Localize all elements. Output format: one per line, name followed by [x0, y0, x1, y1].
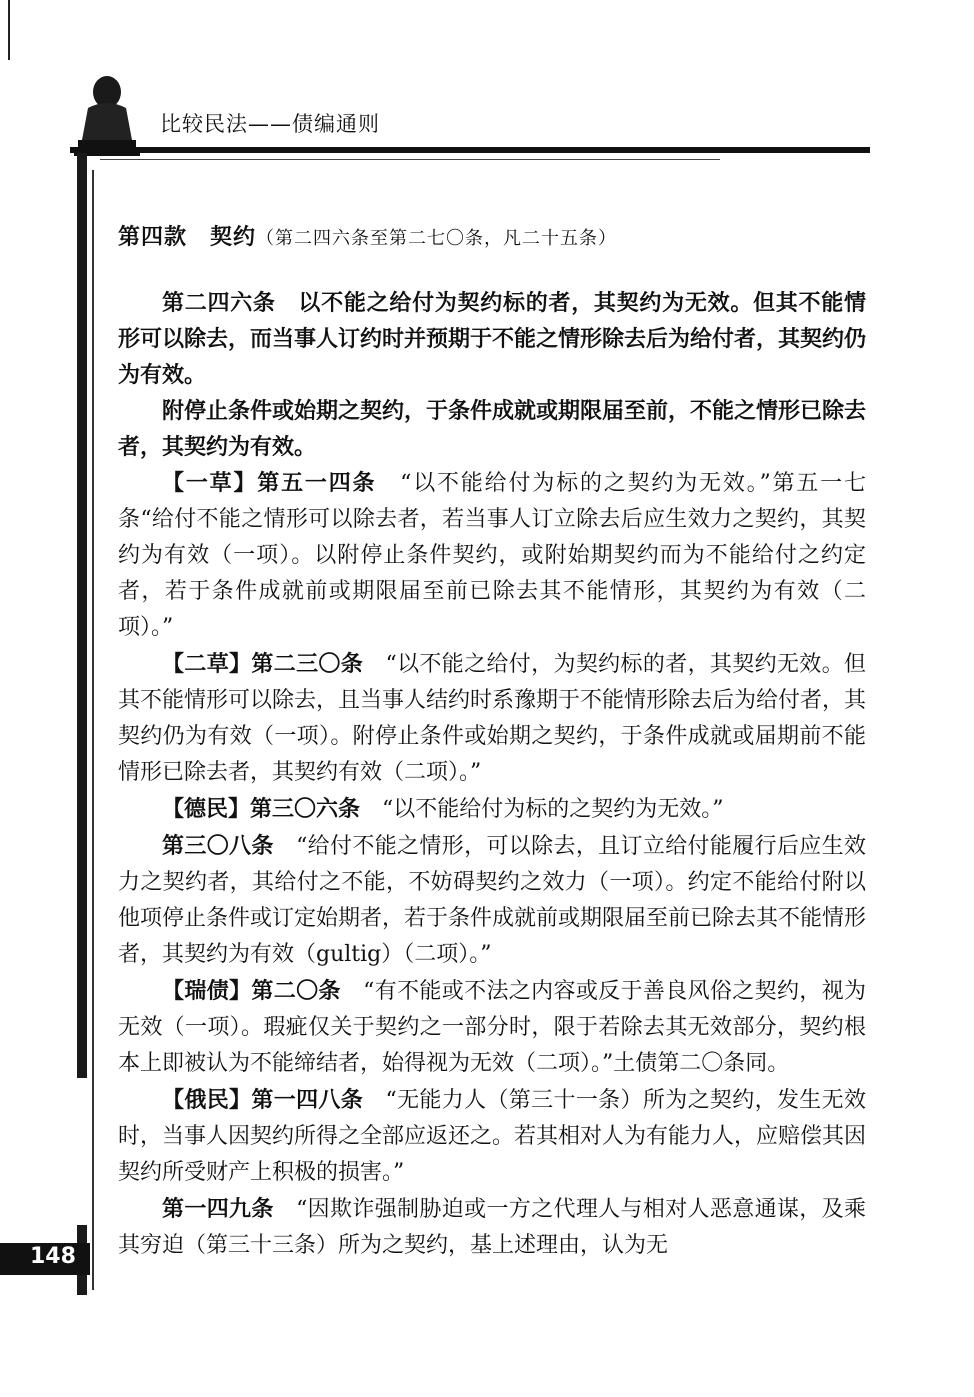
scan-edge-line — [8, 0, 10, 60]
reference-paragraph: 【瑞债】第二〇条 “有不能或不法之内容或反于善良风俗之契约，视为无效（一项）。瑕疵仅关于契约之一部分时，限于若除去其无效部分，契约根本上即被认为不能缔结者，始得视为无效（二项）。”土债第二〇条同。 — [118, 978, 866, 1076]
reference-paragraph: 【德民】第三〇六条 “以不能给付为标的之契约为无效。” — [162, 796, 724, 822]
reference-label: 【德民】第三〇六条 — [162, 796, 361, 822]
reference-paragraph: 【俄民】第一四八条 “无能力人（第三十一条）所为之契约，发生无效时，当事人因契约所得之全部应返还之。若其相对人为有能力人，应赔偿其因契约所受财产上积极的损害。” — [118, 1087, 867, 1185]
reference-paragraph: 第三〇八条 “给付不能之情形，可以除去，且订立给付能履行后应生效力之契约者，其给付之不能，不妨碍契约之效力（一项）。约定不能给付附以他项停止条件或订定始期者，若于条件成就前或期限届至前已除去其不能情形者，其契约为有效（gultig）（二项）。” — [118, 833, 867, 967]
margin-bar-thin — [92, 170, 94, 1290]
page-number: 148 — [30, 1244, 76, 1269]
article-paragraph: 附停止条件或始期之契约，于条件成就或期限届至前，不能之情形已除去者，其契约为有效。 — [118, 398, 867, 460]
reference-label: 【瑞债】第二〇条 — [162, 978, 341, 1004]
reference-label: 【一草】第五一四条 — [162, 470, 377, 496]
reference-paragraph: 【一草】第五一四条 “以不能给付为标的之契约为无效。”第五一七条“给付不能之情形可以除去者，若当事人订立除去后应生效力之契约，其契约为有效（一项）。以附停止条件契约，或附始期契约而为不能给付之约定者，若于条件成就前或期限届至前已除去其不能情形，其契约为有效（二项）。” — [118, 470, 866, 640]
reference-label: 第一四九条 — [162, 1196, 274, 1222]
section-title: 第四款 契约 — [118, 224, 257, 250]
article-paragraph: 第二四六条 以不能之给付为契约标的者，其契约为无效。但其不能情形可以除去，而当事人订约时并预期于不能之情形除去后为给付者，其契约仍为有效。 — [118, 290, 867, 388]
section-range: （第二四六条至第二七〇条，凡二十五条） — [256, 228, 618, 249]
reference-paragraph: 第一四九条 “因欺诈强制胁迫或一方之代理人与相对人恶意通谋，及乘其穷迫（第三十三条）所为之契约，基上述理由，认为无 — [118, 1196, 866, 1258]
article-label: 第二四六条 — [162, 290, 276, 316]
header-rule — [70, 147, 870, 153]
reference-label: 【二草】第二三〇条 — [162, 651, 364, 677]
running-head: 比较民法——债编通则 — [160, 112, 380, 136]
reference-label: 第三〇八条 — [162, 833, 274, 859]
section-heading — [118, 220, 866, 251]
header-rule-thin — [100, 159, 720, 160]
reference-paragraph: 【二草】第二三〇条 “以不能之给付，为契约标的者，其契约无效。但其不能情形可以除去，且当事人结约时系豫期于不能情形除去后为给付者，其契约仍为有效（一项）。附停止条件或始期之契约，于条件成就或届期前不能情形已除去者，其契约有效（二项）。” — [118, 651, 867, 785]
body-text — [118, 285, 866, 1264]
reference-label: 【俄民】第一四八条 — [162, 1087, 364, 1113]
margin-bar — [77, 153, 87, 1078]
